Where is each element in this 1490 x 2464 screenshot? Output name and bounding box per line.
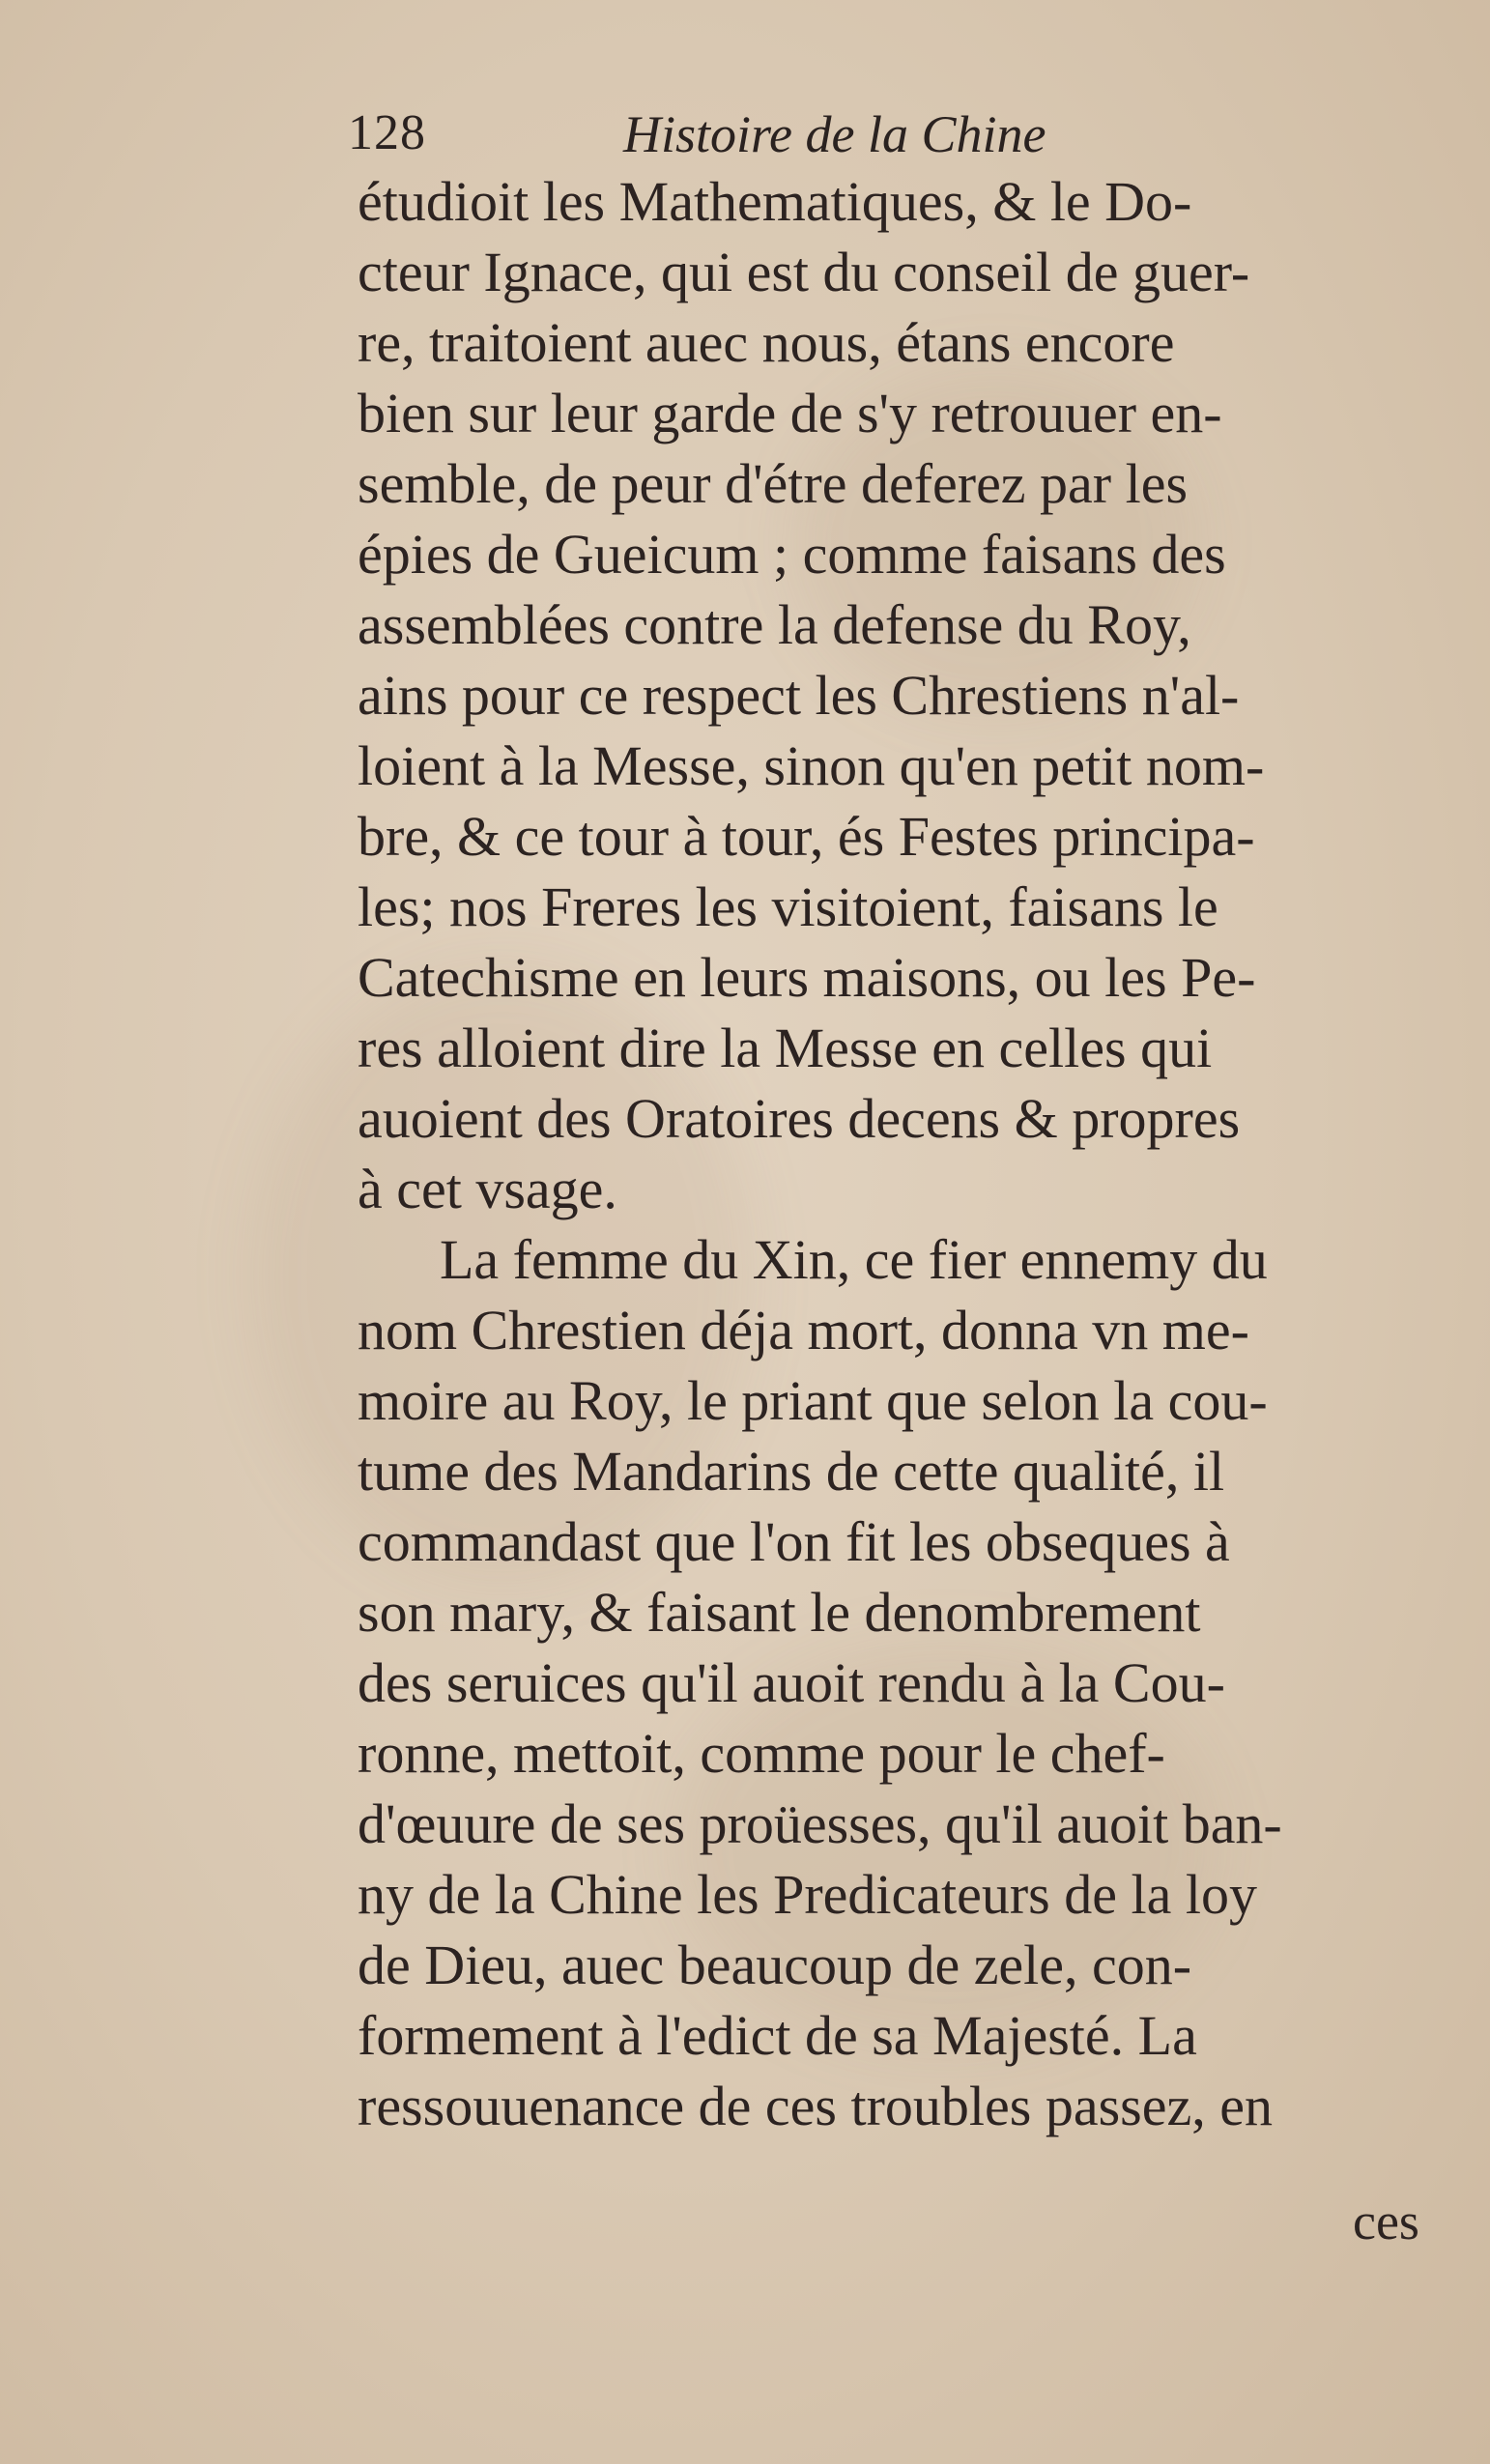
- text-line: formement à l'edict de sa Majesté. La: [358, 2004, 1197, 2067]
- page-number: 128: [348, 105, 426, 160]
- text-line: nom Chrestien déja mort, donna vn me-: [358, 1299, 1249, 1361]
- text-line: La femme du Xin, ce fier ennemy du: [440, 1228, 1268, 1291]
- text-line: d'œuure de ses proüesses, qu'il auoit ban-: [358, 1792, 1282, 1855]
- text-line: ressouuenance de ces troubles passez, en: [358, 2075, 1273, 2137]
- text-line: ains pour ce respect les Chrestiens n'al-: [358, 664, 1240, 727]
- text-line: les; nos Freres les visitoient, faisans le: [358, 875, 1218, 938]
- text-line: Catechisme en leurs maisons, ou les Pe-: [358, 946, 1256, 1009]
- text-line: son mary, & faisant le denombrement: [358, 1581, 1201, 1644]
- text-line: semble, de peur d'étre deferez par les: [358, 452, 1189, 515]
- catchword: ces: [1353, 2192, 1419, 2250]
- text-line: épies de Gueicum ; comme faisans des: [358, 523, 1226, 586]
- text-line: loient à la Messe, sinon qu'en petit nom-: [358, 734, 1265, 797]
- text-line: étudioit les Mathematiques, & le Do-: [358, 170, 1192, 233]
- paragraph: [358, 1224, 1420, 2141]
- text-line: res alloient dire la Messe en celles qui: [358, 1017, 1213, 1079]
- text-line: auoient des Oratoires decens & propres: [358, 1087, 1241, 1150]
- text-line: tume des Mandarins de cette qualité, il: [358, 1440, 1225, 1503]
- text-line: ronne, mettoit, comme pour le chef-: [358, 1722, 1165, 1785]
- text-line: des seruices qu'il auoit rendu à la Cou-: [358, 1651, 1225, 1714]
- text-line: re, traitoient auec nous, étans encore: [358, 311, 1175, 374]
- text-line: assemblées contre la defense du Roy,: [358, 593, 1191, 656]
- running-title: Histoire de la Chine: [623, 105, 1046, 163]
- text-line: moire au Roy, le priant que selon la cou-: [358, 1369, 1268, 1432]
- text-line: de Dieu, auec beaucoup de zele, con-: [358, 1934, 1192, 1996]
- paragraph: [358, 166, 1420, 1224]
- text-line: commandast que l'on fit les obseques à: [358, 1510, 1230, 1573]
- text-line: ny de la Chine les Predicateurs de la loy: [358, 1863, 1257, 1926]
- text-line: à cet vsage.: [358, 1158, 617, 1220]
- text-line: bre, & ce tour à tour, és Festes principa-: [358, 805, 1255, 868]
- text-line: bien sur leur garde de s'y retrouuer en-: [358, 382, 1222, 444]
- text-line: cteur Ignace, qui est du conseil de guer-: [358, 241, 1250, 303]
- body-text: [358, 166, 1420, 2141]
